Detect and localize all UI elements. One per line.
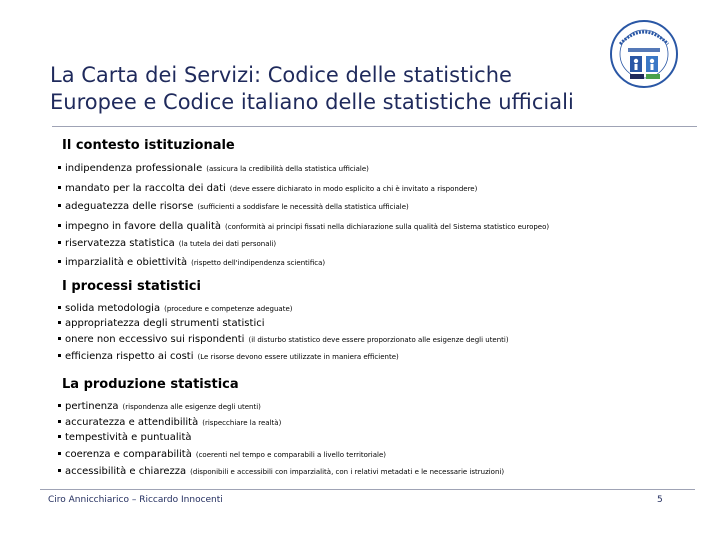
item-note: (rispondenza alle esigenze degli utenti) <box>122 403 261 411</box>
item-label: efficienza rispetto ai costi <box>65 351 194 362</box>
slide-title <box>50 62 630 116</box>
bullet-icon <box>58 354 61 357</box>
item-note: (sufficienti a soddisfare le necessità della statistica ufficiale) <box>197 203 409 211</box>
list-item <box>58 417 281 429</box>
bullet-icon <box>58 469 61 472</box>
item-note: (la tutela dei dati personali) <box>178 240 277 248</box>
list-item <box>58 221 549 233</box>
item-label: onere non eccessivo sui rispondenti <box>65 334 245 345</box>
item-note: (conformità ai principi fissati nella dichiarazione sulla qualità del Sistema statistico europeo) <box>225 223 550 231</box>
item-note: (procedure e competenze adeguate) <box>164 305 293 313</box>
item-label: indipendenza professionale <box>65 163 203 174</box>
item-label: riservatezza statistica <box>65 238 175 249</box>
footer-divider <box>40 489 695 490</box>
item-label: impegno in favore della qualità <box>65 221 221 232</box>
list-item <box>58 318 269 330</box>
item-label: appropriatezza degli strumenti statistici <box>65 318 265 329</box>
list-item <box>58 238 276 250</box>
list-item <box>58 351 399 363</box>
bullet-icon <box>58 404 61 407</box>
bullet-icon <box>58 452 61 455</box>
section-heading: Il contesto istituzionale <box>62 138 235 153</box>
item-note: (assicura la credibilità della statistica ufficiale) <box>206 165 369 173</box>
bullet-icon <box>58 186 61 189</box>
item-label: mandato per la raccolta dei dati <box>65 183 226 194</box>
list-item <box>58 183 477 195</box>
title-line-1: La Carta dei Servizi: Codice delle statistiche <box>50 63 512 87</box>
list-item <box>58 334 509 346</box>
item-note: (deve essere dichiarato in modo esplicito a chi è invitato a rispondere) <box>229 185 478 193</box>
list-item <box>58 466 504 478</box>
list-item <box>58 401 261 413</box>
item-label: adeguatezza delle risorse <box>65 201 194 212</box>
bullet-icon <box>58 166 61 169</box>
list-item <box>58 432 196 444</box>
item-note: (Le risorse devono essere utilizzate in maniera efficiente) <box>197 353 399 361</box>
list-item <box>58 163 369 175</box>
bullet-icon <box>58 306 61 309</box>
item-note: (rispecchiare la realtà) <box>202 419 282 427</box>
bullet-icon <box>58 241 61 244</box>
bullet-icon <box>58 204 61 207</box>
item-note: (rispetto dell'indipendenza scientifica) <box>191 259 326 267</box>
section-heading: I processi statistici <box>62 279 201 294</box>
list-item <box>58 303 292 315</box>
item-label: accessibilità e chiarezza <box>65 466 187 477</box>
item-note: (coerenti nel tempo e comparabili a livello territoriale) <box>195 451 387 459</box>
bullet-icon <box>58 435 61 438</box>
item-label: pertinenza <box>65 401 119 412</box>
item-label: tempestività e puntualità <box>65 432 192 443</box>
item-note: (il disturbo statistico deve essere proporzionato alle esigenze degli utenti) <box>248 336 509 344</box>
section-heading: La produzione statistica <box>62 377 239 392</box>
bullet-icon <box>58 321 61 324</box>
list-item <box>58 257 325 269</box>
item-label: coerenza e comparabilità <box>65 449 192 460</box>
bullet-icon <box>58 420 61 423</box>
bullet-icon <box>58 224 61 227</box>
item-note: (disponibili e accessibili con imparzialità, con i relativi metadati e le necessarie istruzioni) <box>190 468 505 476</box>
bullet-icon <box>58 260 61 263</box>
list-item <box>58 449 386 461</box>
bullet-icon <box>58 337 61 340</box>
page-number: 5 <box>657 495 663 505</box>
title-line-2: Europee e Codice italiano delle statistiche ufficiali <box>50 90 574 114</box>
footer-authors: Ciro Annicchiarico – Riccardo Innocenti <box>48 495 223 505</box>
item-label: imparzialità e obiettività <box>65 257 188 268</box>
title-divider <box>52 126 697 127</box>
item-label: accuratezza e attendibilità <box>65 417 199 428</box>
list-item <box>58 201 409 213</box>
item-label: solida metodologia <box>65 303 161 314</box>
